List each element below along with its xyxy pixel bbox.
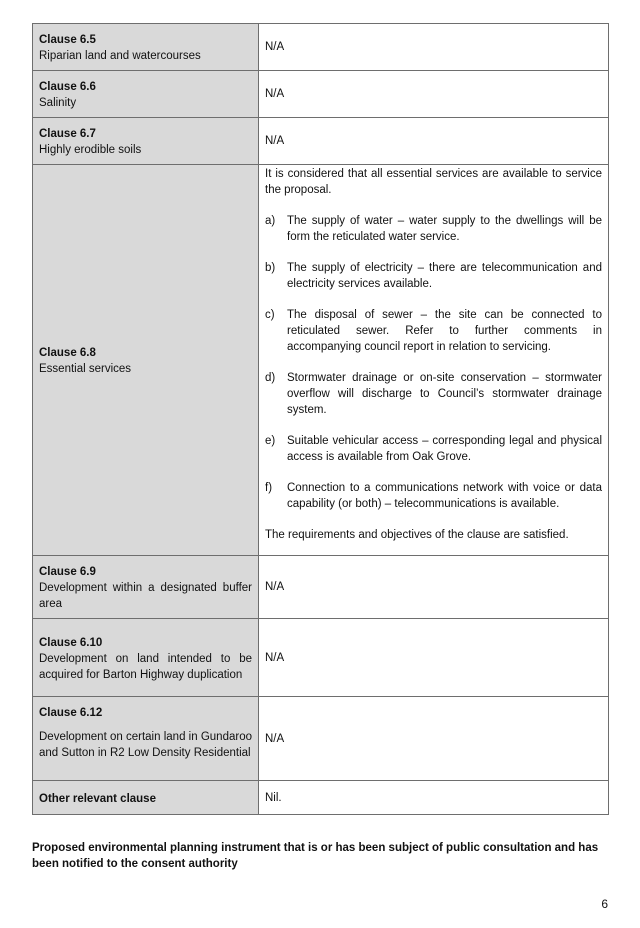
clause-description: Development within a designated buffer area xyxy=(39,582,252,610)
table-row xyxy=(33,165,609,556)
value-cell: N/A xyxy=(259,697,609,781)
list-marker: d) xyxy=(265,372,276,384)
value-cell: N/A xyxy=(259,118,609,165)
list-item-text: The disposal of sewer – the site can be connected to reticulated sewer. Refer to further comments in accompanying council report in relation to servicing. xyxy=(287,309,602,353)
value-cell: Nil. xyxy=(259,781,609,815)
clause-title: Clause 6.9 xyxy=(39,566,96,578)
list-item-text: Suitable vehicular access – corresponding legal and physical access is available from Oak Grove. xyxy=(287,435,602,463)
clause-cell xyxy=(33,781,259,815)
list-item-text: Connection to a communications network with voice or data capability (or both) – telecommunications is available. xyxy=(287,482,602,510)
list-marker: b) xyxy=(265,262,276,274)
list-item-text: The supply of electricity – there are telecommunication and electricity services available. xyxy=(287,262,602,290)
clause-title: Clause 6.12 xyxy=(39,707,103,719)
clause-title: Clause 6.10 xyxy=(39,636,103,649)
clause-description: Salinity xyxy=(39,97,77,109)
list-item xyxy=(265,370,602,418)
table-row xyxy=(33,24,609,71)
clause-cell xyxy=(33,619,259,697)
list-item-text: The supply of water – water supply to the dwellings will be form the reticulated water service. xyxy=(287,215,602,243)
clause-cell xyxy=(33,556,259,619)
essential-services-intro: It is considered that all essential services are available to service the proposal. xyxy=(265,168,602,196)
clause-description: Highly erodible soils xyxy=(39,144,142,156)
table-row xyxy=(33,556,609,619)
clause-description: Development on certain land in Gundaroo and Sutton in R2 Low Density Residential xyxy=(39,731,252,759)
clause-description: Essential services xyxy=(39,363,132,375)
essential-services-cell xyxy=(259,165,609,556)
clause-title: Other relevant clause xyxy=(39,792,156,805)
table-row xyxy=(33,697,609,781)
clause-cell xyxy=(33,165,259,556)
value-cell: N/A xyxy=(259,556,609,619)
list-item xyxy=(265,213,602,245)
table-row xyxy=(33,71,609,118)
list-item xyxy=(265,480,602,512)
clause-title: Clause 6.7 xyxy=(39,128,96,140)
list-marker: e) xyxy=(265,435,276,447)
list-item xyxy=(265,307,602,355)
clauses-table xyxy=(32,23,609,815)
table-row xyxy=(33,619,609,697)
value-cell: N/A xyxy=(259,71,609,118)
list-marker: f) xyxy=(265,482,273,494)
clause-title: Clause 6.8 xyxy=(39,347,96,359)
clause-cell xyxy=(33,118,259,165)
list-marker: c) xyxy=(265,309,275,321)
essential-services-closing: The requirements and objectives of the clause are satisfied. xyxy=(265,529,569,541)
list-marker: a) xyxy=(265,215,276,227)
list-item-text: Stormwater drainage or on-site conservation – stormwater overflow will discharge to Council’s stormwater drainage system. xyxy=(287,372,602,416)
clause-cell xyxy=(33,697,259,781)
section-heading: Proposed environmental planning instrument that is or has been subject of public consultation and has been notified to the consent authority xyxy=(32,842,599,870)
clause-description: Development on land intended to be acquired for Barton Highway duplication xyxy=(39,652,252,681)
clause-title: Clause 6.6 xyxy=(39,81,96,93)
clause-description: Riparian land and watercourses xyxy=(39,50,201,62)
value-cell: N/A xyxy=(259,619,609,697)
list-item xyxy=(265,260,602,292)
table-row xyxy=(33,118,609,165)
clause-title: Clause 6.5 xyxy=(39,34,96,46)
page-number: 6 xyxy=(601,897,608,911)
essential-services-list xyxy=(265,213,602,512)
list-item xyxy=(265,433,602,465)
clause-cell xyxy=(33,24,259,71)
table-row xyxy=(33,781,609,815)
value-cell: N/A xyxy=(259,24,609,71)
clause-cell xyxy=(33,71,259,118)
